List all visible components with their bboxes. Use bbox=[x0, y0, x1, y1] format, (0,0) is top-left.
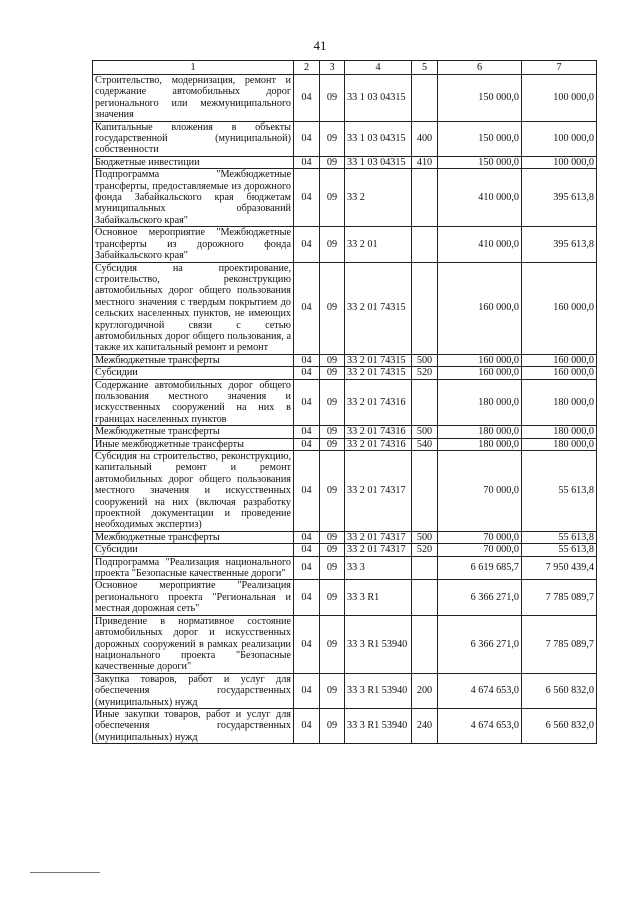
table-row bbox=[93, 169, 597, 227]
cell-target-article: 33 3 R1 53940 bbox=[345, 673, 412, 708]
cell-section: 04 bbox=[294, 438, 320, 450]
cell-expense-type: 200 bbox=[412, 673, 438, 708]
column-header: 3 bbox=[320, 61, 345, 75]
table-row bbox=[93, 615, 597, 673]
cell-value-col6: 150 000,0 bbox=[438, 156, 522, 168]
cell-expense-type: 500 bbox=[412, 426, 438, 438]
cell-subsection: 09 bbox=[320, 156, 345, 168]
cell-value-col7: 55 613,8 bbox=[522, 451, 597, 532]
cell-value-col7: 100 000,0 bbox=[522, 121, 597, 156]
cell-value-col6: 160 000,0 bbox=[438, 367, 522, 379]
column-header: 1 bbox=[93, 61, 294, 75]
column-header: 4 bbox=[345, 61, 412, 75]
table-body bbox=[93, 75, 597, 744]
cell-name: Приведение в нормативное состояние автомобильных дорог и искусственных дорожных сооружений в рамках реализации национального проекта "Безопасные качественные дороги" bbox=[93, 615, 294, 673]
cell-section: 04 bbox=[294, 673, 320, 708]
cell-value-col7: 100 000,0 bbox=[522, 75, 597, 122]
table-row bbox=[93, 121, 597, 156]
cell-target-article: 33 2 01 74317 bbox=[345, 544, 412, 556]
table-row bbox=[93, 156, 597, 168]
cell-name: Субсидии bbox=[93, 367, 294, 379]
cell-target-article: 33 2 01 74316 bbox=[345, 379, 412, 426]
column-header: 5 bbox=[412, 61, 438, 75]
cell-section: 04 bbox=[294, 262, 320, 354]
cell-target-article: 33 2 01 bbox=[345, 227, 412, 262]
cell-value-col6: 180 000,0 bbox=[438, 438, 522, 450]
cell-subsection: 09 bbox=[320, 673, 345, 708]
cell-value-col6: 410 000,0 bbox=[438, 227, 522, 262]
cell-target-article: 33 2 01 74315 bbox=[345, 354, 412, 366]
cell-expense-type bbox=[412, 379, 438, 426]
cell-name: Межбюджетные трансферты bbox=[93, 354, 294, 366]
cell-subsection: 09 bbox=[320, 544, 345, 556]
cell-value-col6: 6 366 271,0 bbox=[438, 615, 522, 673]
cell-target-article: 33 2 01 74317 bbox=[345, 531, 412, 543]
cell-value-col7: 55 613,8 bbox=[522, 531, 597, 543]
cell-name: Закупка товаров, работ и услуг для обеспечения государственных (муниципальных) нужд bbox=[93, 673, 294, 708]
cell-section: 04 bbox=[294, 544, 320, 556]
cell-section: 04 bbox=[294, 75, 320, 122]
cell-value-col7: 180 000,0 bbox=[522, 426, 597, 438]
cell-expense-type bbox=[412, 556, 438, 580]
cell-name: Строительство, модернизация, ремонт и содержание автомобильных дорог регионального или межмуниципального значения bbox=[93, 75, 294, 122]
cell-section: 04 bbox=[294, 121, 320, 156]
cell-expense-type: 500 bbox=[412, 354, 438, 366]
cell-subsection: 09 bbox=[320, 438, 345, 450]
cell-section: 04 bbox=[294, 451, 320, 532]
cell-value-col7: 7 785 089,7 bbox=[522, 615, 597, 673]
table-row bbox=[93, 262, 597, 354]
cell-name: Субсидия на строительство, реконструкцию, капитальный ремонт и ремонт автомобильных дорог общего пользования местного значения и искусственных сооружений на них (включая разработку проектной документации и проведение необходимых экспертиз) bbox=[93, 451, 294, 532]
cell-value-col6: 70 000,0 bbox=[438, 531, 522, 543]
cell-section: 04 bbox=[294, 379, 320, 426]
cell-subsection: 09 bbox=[320, 531, 345, 543]
cell-value-col7: 395 613,8 bbox=[522, 227, 597, 262]
cell-name: Подпрограмма "Межбюджетные трансферты, предоставляемые из дорожного фонда Забайкальского края бюджетам муниципальных образований Забайкальского края" bbox=[93, 169, 294, 227]
footer-divider bbox=[30, 872, 100, 873]
header-row bbox=[93, 61, 597, 75]
table-row bbox=[93, 580, 597, 615]
cell-expense-type bbox=[412, 615, 438, 673]
cell-subsection: 09 bbox=[320, 75, 345, 122]
cell-expense-type: 520 bbox=[412, 367, 438, 379]
cell-value-col7: 160 000,0 bbox=[522, 354, 597, 366]
cell-value-col7: 7 785 089,7 bbox=[522, 580, 597, 615]
column-header: 2 bbox=[294, 61, 320, 75]
cell-expense-type: 520 bbox=[412, 544, 438, 556]
cell-subsection: 09 bbox=[320, 121, 345, 156]
cell-subsection: 09 bbox=[320, 615, 345, 673]
cell-value-col6: 160 000,0 bbox=[438, 354, 522, 366]
cell-value-col6: 180 000,0 bbox=[438, 426, 522, 438]
cell-target-article: 33 2 01 74315 bbox=[345, 367, 412, 379]
cell-expense-type: 400 bbox=[412, 121, 438, 156]
cell-name: Иные закупки товаров, работ и услуг для обеспечения государственных (муниципальных) нужд bbox=[93, 708, 294, 743]
cell-value-col6: 160 000,0 bbox=[438, 262, 522, 354]
cell-section: 04 bbox=[294, 531, 320, 543]
cell-section: 04 bbox=[294, 367, 320, 379]
table-row bbox=[93, 708, 597, 743]
cell-value-col6: 70 000,0 bbox=[438, 451, 522, 532]
cell-expense-type bbox=[412, 580, 438, 615]
cell-section: 04 bbox=[294, 580, 320, 615]
cell-name: Иные межбюджетные трансферты bbox=[93, 438, 294, 450]
cell-target-article: 33 1 03 04315 bbox=[345, 121, 412, 156]
cell-value-col6: 4 674 653,0 bbox=[438, 673, 522, 708]
cell-target-article: 33 1 03 04315 bbox=[345, 156, 412, 168]
cell-section: 04 bbox=[294, 156, 320, 168]
page-number: 41 bbox=[313, 38, 327, 53]
cell-value-col7: 180 000,0 bbox=[522, 379, 597, 426]
cell-section: 04 bbox=[294, 556, 320, 580]
cell-value-col6: 150 000,0 bbox=[438, 121, 522, 156]
cell-subsection: 09 bbox=[320, 367, 345, 379]
cell-subsection: 09 bbox=[320, 426, 345, 438]
cell-section: 04 bbox=[294, 615, 320, 673]
cell-value-col7: 7 950 439,4 bbox=[522, 556, 597, 580]
cell-value-col6: 6 619 685,7 bbox=[438, 556, 522, 580]
cell-value-col6: 70 000,0 bbox=[438, 544, 522, 556]
table-row bbox=[93, 379, 597, 426]
cell-section: 04 bbox=[294, 426, 320, 438]
cell-name: Содержание автомобильных дорог общего пользования местного значения и искусственных сооружений на них в границах населенных пунктов bbox=[93, 379, 294, 426]
cell-target-article: 33 3 R1 53940 bbox=[345, 615, 412, 673]
cell-value-col7: 160 000,0 bbox=[522, 367, 597, 379]
cell-target-article: 33 2 01 74317 bbox=[345, 451, 412, 532]
table-row bbox=[93, 451, 597, 532]
cell-subsection: 09 bbox=[320, 227, 345, 262]
cell-name: Субсидии bbox=[93, 544, 294, 556]
cell-target-article: 33 3 bbox=[345, 556, 412, 580]
cell-target-article: 33 1 03 04315 bbox=[345, 75, 412, 122]
cell-target-article: 33 3 R1 53940 bbox=[345, 708, 412, 743]
cell-name: Основное мероприятие "Межбюджетные трансферты из дорожного фонда Забайкальского края" bbox=[93, 227, 294, 262]
cell-value-col7: 6 560 832,0 bbox=[522, 708, 597, 743]
cell-section: 04 bbox=[294, 169, 320, 227]
table-row bbox=[93, 556, 597, 580]
cell-expense-type bbox=[412, 262, 438, 354]
cell-subsection: 09 bbox=[320, 556, 345, 580]
table-row bbox=[93, 673, 597, 708]
table-row bbox=[93, 438, 597, 450]
cell-name: Капитальные вложения в объекты государственной (муниципальной) собственности bbox=[93, 121, 294, 156]
cell-value-col6: 4 674 653,0 bbox=[438, 708, 522, 743]
table-row bbox=[93, 367, 597, 379]
cell-expense-type: 500 bbox=[412, 531, 438, 543]
cell-value-col7: 55 613,8 bbox=[522, 544, 597, 556]
cell-subsection: 09 bbox=[320, 262, 345, 354]
cell-target-article: 33 2 01 74316 bbox=[345, 426, 412, 438]
cell-name: Основное мероприятие "Реализация регионального проекта "Региональная и местная дорожная сеть" bbox=[93, 580, 294, 615]
cell-subsection: 09 bbox=[320, 379, 345, 426]
table-row bbox=[93, 426, 597, 438]
budget-table bbox=[92, 60, 597, 744]
cell-value-col7: 100 000,0 bbox=[522, 156, 597, 168]
cell-value-col7: 180 000,0 bbox=[522, 438, 597, 450]
cell-subsection: 09 bbox=[320, 354, 345, 366]
cell-value-col7: 6 560 832,0 bbox=[522, 673, 597, 708]
cell-value-col7: 395 613,8 bbox=[522, 169, 597, 227]
cell-value-col6: 150 000,0 bbox=[438, 75, 522, 122]
cell-target-article: 33 2 01 74315 bbox=[345, 262, 412, 354]
cell-expense-type bbox=[412, 227, 438, 262]
cell-name: Межбюджетные трансферты bbox=[93, 426, 294, 438]
table-row bbox=[93, 544, 597, 556]
column-header: 7 bbox=[522, 61, 597, 75]
cell-name: Подпрограмма "Реализация национального проекта "Безопасные качественные дороги" bbox=[93, 556, 294, 580]
column-header: 6 bbox=[438, 61, 522, 75]
cell-subsection: 09 bbox=[320, 580, 345, 615]
cell-subsection: 09 bbox=[320, 169, 345, 227]
cell-value-col6: 410 000,0 bbox=[438, 169, 522, 227]
cell-subsection: 09 bbox=[320, 451, 345, 532]
cell-value-col7: 160 000,0 bbox=[522, 262, 597, 354]
table-row bbox=[93, 227, 597, 262]
cell-subsection: 09 bbox=[320, 708, 345, 743]
cell-name: Межбюджетные трансферты bbox=[93, 531, 294, 543]
cell-expense-type: 540 bbox=[412, 438, 438, 450]
cell-target-article: 33 2 01 74316 bbox=[345, 438, 412, 450]
cell-name: Субсидия на проектирование, строительство, реконструкцию автомобильных дорог общего пользования местного значения с твердым покрытием до сельских населенных пунктов, не имеющих круглогодичной связи с сетью автомобильных дорог общего пользования, а также их капитальный ремонт и ремонт bbox=[93, 262, 294, 354]
table-row bbox=[93, 354, 597, 366]
cell-section: 04 bbox=[294, 708, 320, 743]
table-row bbox=[93, 75, 597, 122]
cell-target-article: 33 2 bbox=[345, 169, 412, 227]
cell-expense-type: 410 bbox=[412, 156, 438, 168]
cell-expense-type bbox=[412, 451, 438, 532]
cell-target-article: 33 3 R1 bbox=[345, 580, 412, 615]
cell-section: 04 bbox=[294, 354, 320, 366]
cell-expense-type bbox=[412, 75, 438, 122]
cell-section: 04 bbox=[294, 227, 320, 262]
cell-value-col6: 6 366 271,0 bbox=[438, 580, 522, 615]
cell-value-col6: 180 000,0 bbox=[438, 379, 522, 426]
table-row bbox=[93, 531, 597, 543]
cell-name: Бюджетные инвестиции bbox=[93, 156, 294, 168]
cell-expense-type: 240 bbox=[412, 708, 438, 743]
cell-expense-type bbox=[412, 169, 438, 227]
